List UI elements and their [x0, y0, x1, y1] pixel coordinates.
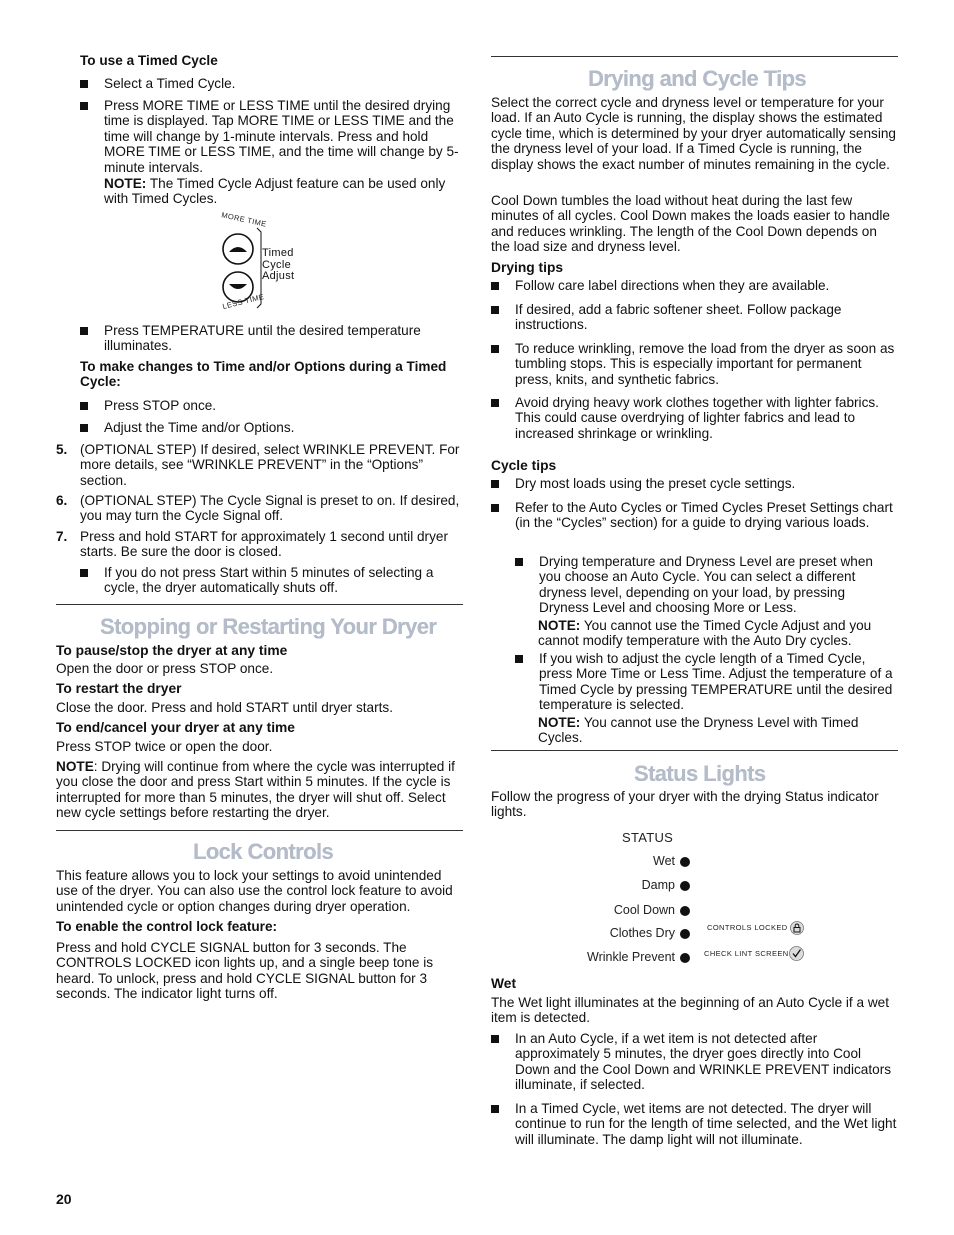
- stopping-title: Stopping or Restarting Your Dryer: [100, 614, 437, 639]
- bullet-square-icon: [491, 345, 499, 353]
- status-light-label: Damp: [641, 878, 675, 892]
- status-light-label: Clothes Dry: [609, 926, 675, 940]
- status-light-dot: [680, 953, 690, 963]
- check-icon: [789, 946, 804, 961]
- stopping-note: NOTE: Drying will continue from where the cycle was interrupted if you close the door and press Start within 5 minutes. If the cycle is interrupted for more than 5 minutes, the dryer will shut off. Select new cycle settings before restarting the dryer.: [56, 759, 455, 821]
- wet-heading: Wet: [491, 976, 517, 991]
- pause-heading: To pause/stop the dryer at any time: [56, 643, 288, 658]
- cycle-tips-heading: Cycle tips: [491, 458, 557, 473]
- status-light-dot: [680, 929, 690, 939]
- section-divider: [491, 56, 898, 57]
- bullet-square-icon: [491, 399, 499, 407]
- status-light-dot: [680, 906, 690, 916]
- changes-heading: To make changes to Time and/or Options during a Timed Cycle:: [80, 359, 447, 390]
- bullet-square-icon: [80, 327, 88, 335]
- more-time-label: MORE TIME: [220, 210, 268, 229]
- lock-icon: [790, 921, 804, 935]
- restart-heading: To restart the dryer: [56, 681, 182, 696]
- status-light-label: Wrinkle Prevent: [587, 950, 675, 964]
- lock-enable-heading: To enable the control lock feature:: [56, 919, 278, 934]
- bullet-square-icon: [491, 282, 499, 290]
- status-light-label: Cool Down: [613, 903, 675, 917]
- lock-title: Lock Controls: [193, 839, 334, 864]
- check-lint-screen-label: CHECK LINT SCREEN: [704, 949, 789, 958]
- status-intro: Follow the progress of your dryer with the drying Status indicator lights.: [491, 789, 879, 820]
- section-divider: [56, 830, 463, 831]
- status-light-dot: [680, 881, 690, 891]
- status-light-dot: [680, 857, 690, 867]
- controls-locked-label: CONTROLS LOCKED: [707, 923, 788, 932]
- cycle-tips-note-2: NOTE: You cannot use the Dryness Level with Timed Cycles.: [538, 715, 859, 746]
- bullet-square-icon: [491, 480, 499, 488]
- bullet-square-icon: [491, 504, 499, 512]
- wet-text: The Wet light illuminates at the beginning of an Auto Cycle if a wet item is detected.: [491, 995, 889, 1026]
- down-arrow-icon: [229, 284, 247, 289]
- bullet-square-icon: [491, 1035, 499, 1043]
- page-number: 20: [56, 1191, 72, 1207]
- bullet-square-icon: [80, 569, 88, 577]
- bullet-square-icon: [80, 102, 88, 110]
- drying-tips-heading: Drying tips: [491, 260, 564, 275]
- status-panel-diagram: [491, 825, 898, 970]
- bullet-square-icon: [491, 1105, 499, 1113]
- cycle-tips-note-1: NOTE: You cannot use the Timed Cycle Adjust and you cannot modify temperature with the Auto Dry cycles.: [538, 618, 872, 649]
- restart-text: Close the door. Press and hold START until dryer starts.: [56, 700, 393, 715]
- bullet-square-icon: [80, 402, 88, 410]
- status-title: Status Lights: [634, 761, 766, 786]
- lock-enable-text: Press and hold CYCLE SIGNAL button for 3 seconds. The CONTROLS LOCKED icon lights up, and a single beep tone is heard. To unlock, press and hold CYCLE SIGNAL button for 3 seconds. The indicator light turns off.: [56, 940, 434, 1002]
- timed-cycle-note: NOTE: The Timed Cycle Adjust feature can be used only with Timed Cycles.: [104, 176, 446, 207]
- less-time-label: LESS TIME: [221, 291, 266, 312]
- section-divider: [56, 604, 463, 605]
- timed-cycle-adjust-label: Timed Cycle Adjust: [262, 247, 295, 282]
- bullet-square-icon: [80, 80, 88, 88]
- bullet-square-icon: [515, 558, 523, 566]
- status-panel-title: STATUS: [622, 830, 674, 845]
- end-heading: To end/cancel your dryer at any time: [56, 720, 295, 735]
- end-text: Press STOP twice or open the door.: [56, 739, 273, 754]
- bullet-square-icon: [515, 655, 523, 663]
- tips-paragraph-2: Cool Down tumbles the load without heat during the last few minutes of all cycles. Cool Down makes the loads easier to handle and reduces wrinkling. The length of the Cool Down depends on the load size and dryness level.: [491, 193, 890, 255]
- tips-title: Drying and Cycle Tips: [588, 66, 807, 91]
- tips-paragraph-1: Select the correct cycle and dryness level or temperature for your load. If an Auto Cycle is running, the display shows the estimated cycle time, which is determined by your dryer automatically sensing the dryness level of your load. If a Timed Cycle is running, the display shows the exact number of minutes remaining in the cycle.: [491, 95, 896, 172]
- section-divider: [491, 750, 898, 751]
- pause-text: Open the door or press STOP once.: [56, 661, 274, 676]
- status-light-label: Wet: [653, 854, 675, 868]
- bullet-square-icon: [80, 424, 88, 432]
- bullet-square-icon: [491, 306, 499, 314]
- up-arrow-icon: [229, 247, 247, 252]
- timed-cycle-heading: To use a Timed Cycle: [80, 53, 218, 68]
- lock-intro: This feature allows you to lock your settings to avoid unintended use of the dryer. You can also use the control lock feature to avoid unintended cycle or option changes during dryer operation.: [56, 868, 453, 914]
